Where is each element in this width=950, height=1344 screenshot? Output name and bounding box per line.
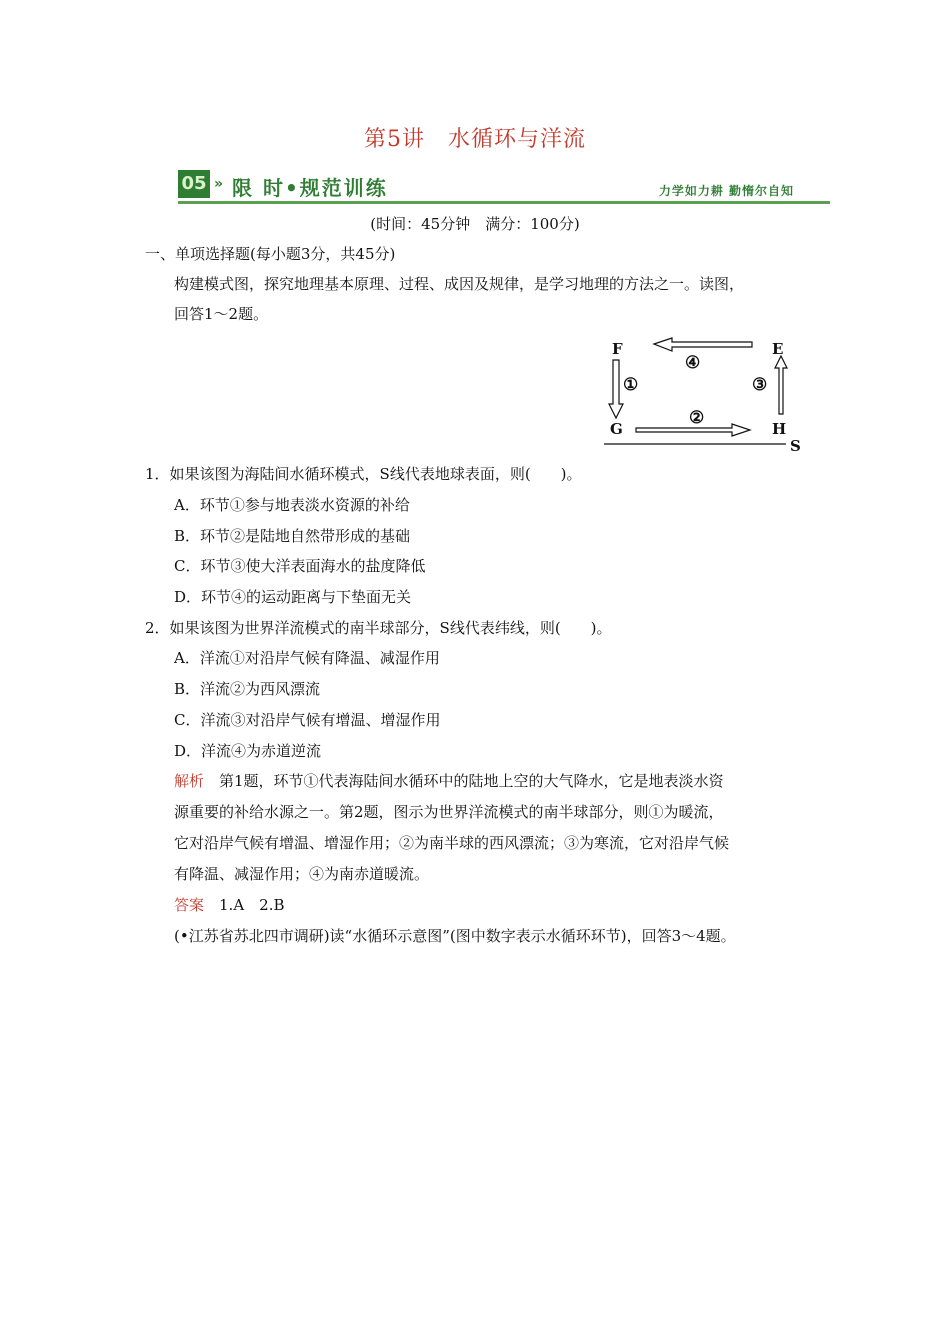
q1-option-d: D．环节④的运动距离与下垫面无关 (174, 588, 412, 606)
q1-option-c: C．环节③使大洋表面海水的盐度降低 (174, 557, 426, 575)
answer-text: 1.A 2.B (204, 896, 285, 914)
label-s: S (790, 437, 801, 455)
q2-option-a: A．洋流①对沿岸气候有降温、减湿作用 (174, 649, 440, 667)
analysis-label: 解析 (174, 772, 205, 790)
label-circle-4: ④ (685, 353, 701, 373)
label-circle-3: ③ (752, 375, 768, 395)
label-f: F (612, 340, 623, 358)
q2-stem: 2．如果该图为世界洋流模式的南半球部分，S线代表纬线，则( )。 (145, 619, 612, 637)
page-title: 第5讲 水循环与洋流 (364, 127, 586, 152)
analysis-line-1 (174, 771, 724, 791)
q2-option-c: C．洋流③对沿岸气候有增温、增湿作用 (174, 711, 441, 729)
analysis-line-4: 有降温、减湿作用；④为南赤道暖流。 (174, 865, 430, 883)
cycle-diagram (592, 330, 822, 460)
answer-line (174, 895, 285, 915)
q1-stem: 1．如果该图为海陆间水循环模式，S线代表地球表面，则( )。 (145, 465, 582, 483)
q1-option-a: A．环节①参与地表淡水资源的补给 (174, 496, 410, 514)
section-banner (178, 170, 830, 204)
label-e: E (772, 340, 784, 358)
q2-option-d: D．洋流④为赤道逆流 (174, 742, 322, 760)
next-intro: (•江苏省苏北四市调研)读“水循环示意图”(图中数字表示水循环环节)，回答3～4题。 (174, 927, 736, 945)
time-info: (时间：45分钟 满分：100分) (370, 215, 580, 233)
label-circle-2: ② (689, 408, 705, 428)
banner-badge: 05 (178, 170, 210, 198)
q1-option-b: B．环节②是陆地自然带形成的基础 (174, 527, 411, 545)
answer-label: 答案 (174, 896, 205, 914)
label-h: H (772, 420, 787, 438)
arrow-1 (609, 360, 623, 418)
q2-option-b: B．洋流②为西风漂流 (174, 680, 321, 698)
banner-chevron-icon: » (214, 176, 224, 192)
intro-line-2: 回答1～2题。 (174, 305, 269, 323)
label-circle-1: ① (623, 375, 639, 395)
analysis-text-1: 第1题，环节①代表海陆间水循环中的陆地上空的大气降水，它是地表淡水资 (204, 772, 724, 790)
label-g: G (610, 420, 623, 438)
intro-line-1: 构建模式图，探究地理基本原理、过程、成因及规律，是学习地理的方法之一。读图， (174, 275, 745, 293)
analysis-line-3: 它对沿岸气候有增温、增湿作用；②为南半球的西风漂流；③为寒流，它对沿岸气候 (174, 834, 730, 852)
arrow-4 (654, 338, 752, 351)
banner-title: 限 时•规范训练 (232, 176, 388, 200)
banner-motto: 力学如力耕 勤惰尔自知 (658, 184, 794, 198)
banner-rule (178, 201, 830, 204)
arrow-3 (775, 356, 787, 414)
section-heading: 一、单项选择题(每小题3分，共45分) (145, 245, 396, 263)
analysis-line-2: 源重要的补给水源之一。第2题，图示为世界洋流模式的南半球部分，则①为暖流， (174, 803, 724, 821)
